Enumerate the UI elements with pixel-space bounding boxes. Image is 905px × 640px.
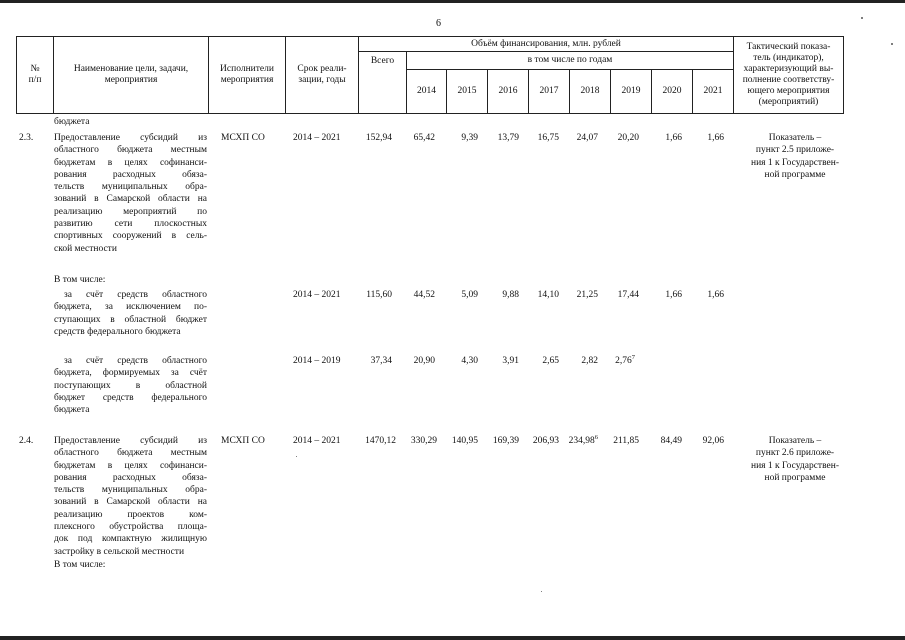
value-2017: 2,65 xyxy=(542,356,559,366)
item-name: Предоставление субсидий из областного бюджета местным бюджетам в целях софинанси- рования расходных обяза- тельств муниципальных обра- зований в Самарской области на реализацию проектов ком- плексного обустройства площа- док под компактную жилищную застройку в сельской местности xyxy=(54,436,207,557)
value-2021: 1,66 xyxy=(707,133,724,143)
value-2020: 1,66 xyxy=(665,133,682,143)
value-2014: 20,90 xyxy=(413,356,435,366)
subitem-total: 37,34 xyxy=(370,356,392,366)
value-2019: 2,76$^7$ xyxy=(615,353,635,366)
header-total: Всего xyxy=(359,52,407,114)
value-2016: 9,88 xyxy=(502,290,519,300)
scan-speck xyxy=(541,591,542,592)
subitems-label: В том числе: xyxy=(54,275,106,285)
value-2015: 140,95 xyxy=(451,436,478,446)
value-2021: 92,06 xyxy=(702,436,724,446)
header-funding-title: Объём финансирования, млн. рублей xyxy=(359,37,734,52)
footnote-marker: 6 xyxy=(594,433,598,441)
item-term: 2014 – 2021 xyxy=(293,133,341,143)
page-bottom-border xyxy=(0,636,905,640)
item-executor: МСХП СО xyxy=(221,133,265,143)
footnote-marker: 7 xyxy=(631,353,635,361)
carry-over-text: бюджета xyxy=(54,117,90,127)
subitem-name: за счёт средств областного бюджета, формируемых за счёт поступающих в областной бюджет средств федерального бюджета xyxy=(54,356,207,416)
subitem-term: 2014 – 2021 xyxy=(293,290,341,300)
value-2020: 84,49 xyxy=(660,436,682,446)
scan-speck xyxy=(296,456,297,457)
value-2018: 234,98$^6$ xyxy=(568,433,598,446)
header-year: 2017 xyxy=(529,70,570,114)
header-indicator: Тактический показа- тель (индикатор), характеризующий вы- полнение соответству- ющего мероприятия (мероприятий) xyxy=(734,37,844,114)
item-number: 2.4. xyxy=(19,436,34,446)
value-2017: 16,75 xyxy=(537,133,559,143)
value-2018: 21,25 xyxy=(576,290,598,300)
value-2014: 44,52 xyxy=(413,290,435,300)
scan-speck xyxy=(861,17,863,19)
item-total: 152,94 xyxy=(365,133,392,143)
header-term: Срок реали- зации, годы xyxy=(286,37,359,114)
header-year: 2021 xyxy=(693,70,734,114)
value-2017: 206,93 xyxy=(532,436,559,446)
header-num: № п/п xyxy=(17,37,54,114)
item-executor: МСХП СО xyxy=(221,436,265,446)
subitem-name: за счёт средств областного бюджета, за исключением по- ступающих в областной бюджет средств федерального бюджета xyxy=(54,290,207,337)
header-year: 2014 xyxy=(407,70,447,114)
item-total: 1470,12 xyxy=(365,436,396,446)
value-2014: 65,42 xyxy=(413,133,435,143)
value-2018: 24,07 xyxy=(576,133,598,143)
header-year: 2016 xyxy=(488,70,529,114)
value-2016: 13,79 xyxy=(497,133,519,143)
header-by-years: в том числе по годам xyxy=(407,52,734,70)
header-executor: Исполнители мероприятия xyxy=(209,37,286,114)
value-2019: 211,85 xyxy=(613,436,639,446)
header-year: 2018 xyxy=(570,70,611,114)
page-number: 6 xyxy=(436,18,441,29)
table-header xyxy=(16,36,844,114)
value-2015: 4,30 xyxy=(461,356,478,366)
scan-speck xyxy=(891,43,893,45)
header-name: Наименование цели, задачи, мероприятия xyxy=(54,37,209,114)
page-top-border xyxy=(0,0,905,3)
value-2016: 169,39 xyxy=(492,436,519,446)
item-indicator: Показатель – пункт 2.6 приложе- ния 1 к Государствен- ной программе xyxy=(751,436,839,483)
value-2016: 3,91 xyxy=(502,356,519,366)
header-year: 2019 xyxy=(611,70,652,114)
header-year: 2020 xyxy=(652,70,693,114)
value-2017: 14,10 xyxy=(537,290,559,300)
item-indicator: Показатель – пункт 2.5 приложе- ния 1 к Государствен- ной программе xyxy=(751,133,839,180)
header-year: 2015 xyxy=(447,70,488,114)
subitems-label: В том числе: xyxy=(54,560,106,570)
item-term: 2014 – 2021 xyxy=(293,436,341,446)
value-2015: 9,39 xyxy=(461,133,478,143)
value-2015: 5,09 xyxy=(461,290,478,300)
value-2018: 2,82 xyxy=(581,356,598,366)
value-2019: 20,20 xyxy=(617,133,639,143)
item-name: Предоставление субсидий из областного бюджета местным бюджетам в целях софинанси- рования расходных обяза- тельств муниципальных обра- зований в Самарской области на реализацию мероприятий по развитию сети плоскостных спортивных сооружений в сель- ской местности xyxy=(54,133,207,254)
value-2019: 17,44 xyxy=(617,290,639,300)
value-2021: 1,66 xyxy=(707,290,724,300)
value-2020: 1,66 xyxy=(665,290,682,300)
item-number: 2.3. xyxy=(19,133,34,143)
subitem-term: 2014 – 2019 xyxy=(293,356,341,366)
value-2014: 330,29 xyxy=(410,436,437,446)
subitem-total: 115,60 xyxy=(366,290,392,300)
